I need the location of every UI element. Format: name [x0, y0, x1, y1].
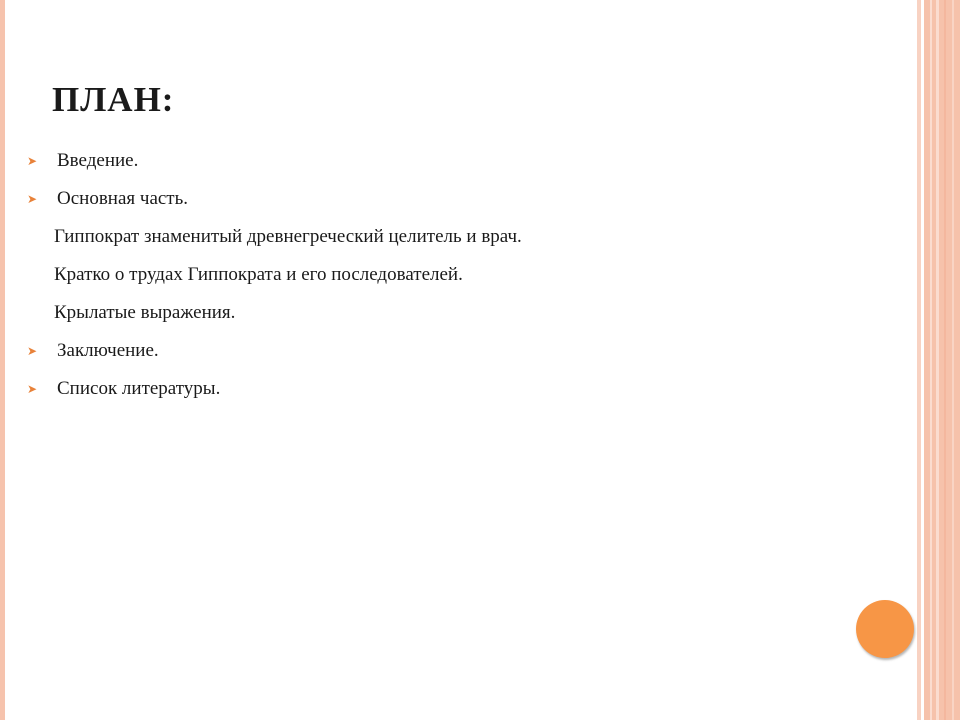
- arrowhead-bullet-icon: ➤: [27, 154, 38, 168]
- list-item-text: Введение.: [57, 150, 139, 171]
- list-item-text: Список литературы.: [57, 378, 221, 399]
- arrowhead-bullet-icon: ➤: [27, 382, 38, 396]
- right-border-line: [952, 0, 954, 720]
- left-border-stripe: [0, 0, 5, 720]
- arrowhead-bullet-icon: ➤: [27, 344, 38, 358]
- list-item-text: Крылатые выражения.: [54, 302, 236, 323]
- list-item-text: Кратко о трудах Гиппократа и его последователей.: [54, 264, 463, 285]
- list-item-text: Заключение.: [57, 340, 159, 361]
- right-border-line: [944, 0, 946, 720]
- right-border-line: [936, 0, 939, 720]
- slide-title: ПЛАН:: [52, 80, 175, 119]
- list-item-text: Гиппократ знаменитый древнегреческий целитель и врач.: [54, 226, 522, 247]
- right-border-line: [930, 0, 932, 720]
- list-item-text: Основная часть.: [57, 188, 189, 209]
- orange-circle-decoration: [856, 600, 914, 658]
- arrowhead-bullet-icon: ➤: [27, 192, 38, 206]
